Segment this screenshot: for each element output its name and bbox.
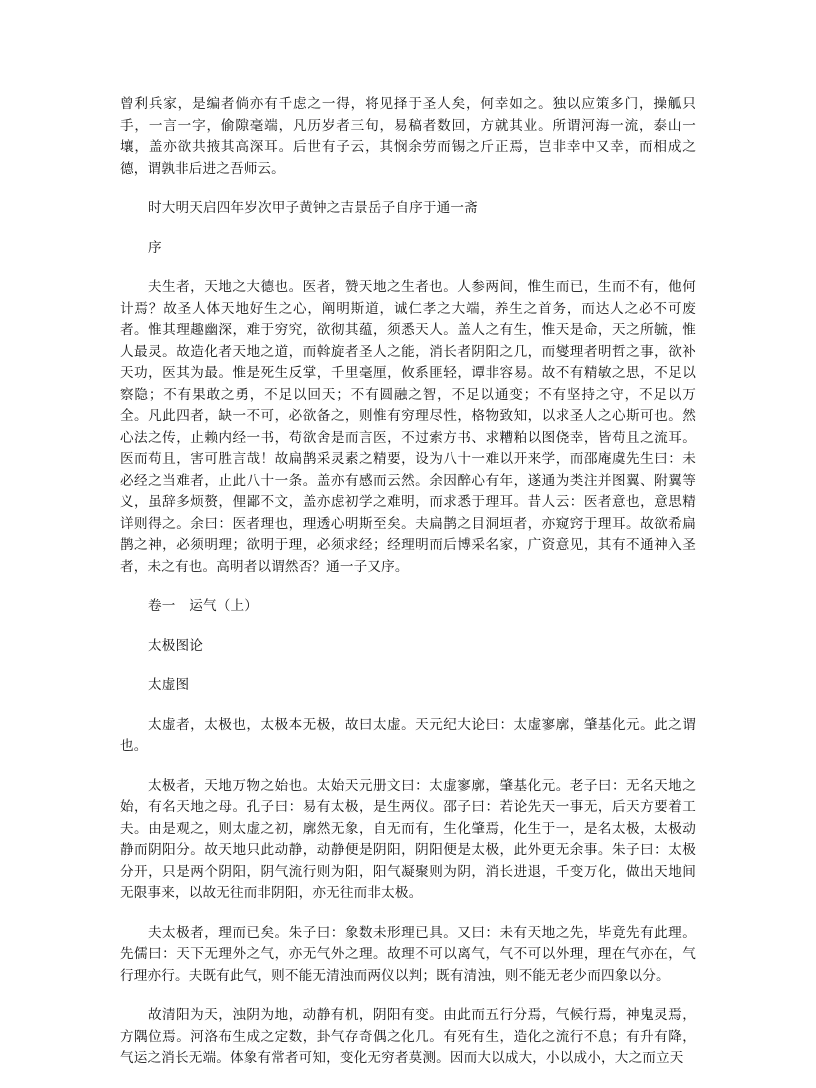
document-page — [120, 94, 696, 1088]
body-paragraph: 太极者，天地万物之始也。太始天元册文曰：太虚寥廓，肇基化元。老子曰：无名天地之始，有名天地之母。孔子曰：易有太极，是生两仪。邵子曰：若论先天一事无，后天方要着工夫。由是观之，则太虚之初，廓然无象，自无而有，生化肇焉，化生于一，是名太极，太极动静而阴阳分。故天地只此动静，动静便是阴阳，阴阳便是太极，此外更无余事。朱子曰：太极分开，只是两个阴阳，阴气流行则为阳，阳气凝聚则为阴，消长进退，千变万化，做出天地间无限事来，以故无往而非阴阳，亦无往而非太极。 — [120, 777, 696, 901]
chapter-title: 卷一 运气（上） — [148, 598, 258, 614]
body-paragraph: 故清阳为天，浊阴为地，动静有机，阴阳有变。由此而五行分焉，气候行焉，神鬼灵焉，方隅位焉。河洛布生成之定数，卦气存奇偶之化几。有死有生，造化之流行不息；有升有降，气运之消长无端。体象有常者可知，变化无穷者莫测。因而大以成大，小以成小，大之而立天 — [120, 1007, 696, 1066]
preface-closing-paragraph: 曾利兵家，是编者倘亦有千虑之一得，将见择于圣人矣，何幸如之。独以应策多门，操觚只手，一言一字，偷隙毫端，凡历岁者三旬，易稿者数回，方就其业。所谓河海一流，泰山一壤，盖亦欲共掖其高深耳。后世有子云，其悯余劳而锡之斤正焉，岂非幸中又幸，而相成之德，谓孰非后进之吾师云。 — [120, 96, 696, 177]
preface-signature-line: 时大明天启四年岁次甲子黄钟之吉景岳子自序于通一斋 — [148, 200, 478, 216]
section-title-taiji: 太极图论 — [148, 637, 203, 654]
body-paragraph: 太虚者，太极也，太极本无极，故曰太虚。天元纪大论曰：太虚寥廓，肇基化元。此之谓也。 — [120, 716, 696, 754]
body-paragraph: 夫太极者，理而已矣。朱子曰：象数未形理已具。又曰：未有天地之先，毕竟先有此理。先儒曰：天下无理外之气，亦无气外之理。故理不可以离气，气不可以外理，理在气亦在，气行理亦行。夫既有此气，则不能无清浊而两仪以判；既有清浊，则不能无老少而四象以分。 — [120, 924, 696, 984]
figure-title-taixu: 太虚图 — [148, 677, 190, 693]
second-preface-paragraph: 夫生者，天地之大德也。医者，赞天地之生者也。人参两间，惟生而已，生而不有，他何计焉？故圣人体天地好生之心，阐明斯道，诚仁孝之大端，养生之首务，而达人之必不可废者。惟其理趣幽深，难于穷究，欲彻其蕴，须悉天人。盖人之有生，惟天是命，天之所毓，惟人最灵。故造化者天地之道，而斡旋者圣人之能，消长者阴阳之几，而燮理者明哲之事，欲补天功，医其为最。惟是死生反掌，千里毫厘，攸系匪轻，谭非容易。故不有精敏之思，不足以察隐；不有果敢之勇，不足以回天；不有圆融之智，不足以通变；不有坚持之守，不足以万全。凡此四者，缺一不可，必欲备之，则惟有穷理尽性，格物致知，以求圣人之心斯可也。然心法之传，止赖内经一书，苟欲舍是而言医，不过索方书、求糟粕以图侥幸，皆苟且之流耳。医而苟且，害可胜言哉！故扁鹊采灵素之精要，设为八十一难以开来学，而邵庵虞先生曰：未必经之当难者，止此八十一条。盖亦有感而云然。余因醉心有年，遂通为类注并图翼、附翼等义，虽辞多烦赘，俚鄙不文，盖亦虑初学之难明，而求悉于理耳。昔人云：医者意也，意思精详则得之。余曰：医者理也，理透心明斯至矣。夫扁鹊之目洞垣者，亦窥窍于理耳。故欲希扁鹊之神，必须明理；欲明于理，必须求经；经理明而后博采名家，广资意见，其有不通神入圣者，未之有也。高明者以谓然否？通一子又序。 — [120, 279, 696, 575]
section-heading-preface: 序 — [148, 239, 162, 256]
